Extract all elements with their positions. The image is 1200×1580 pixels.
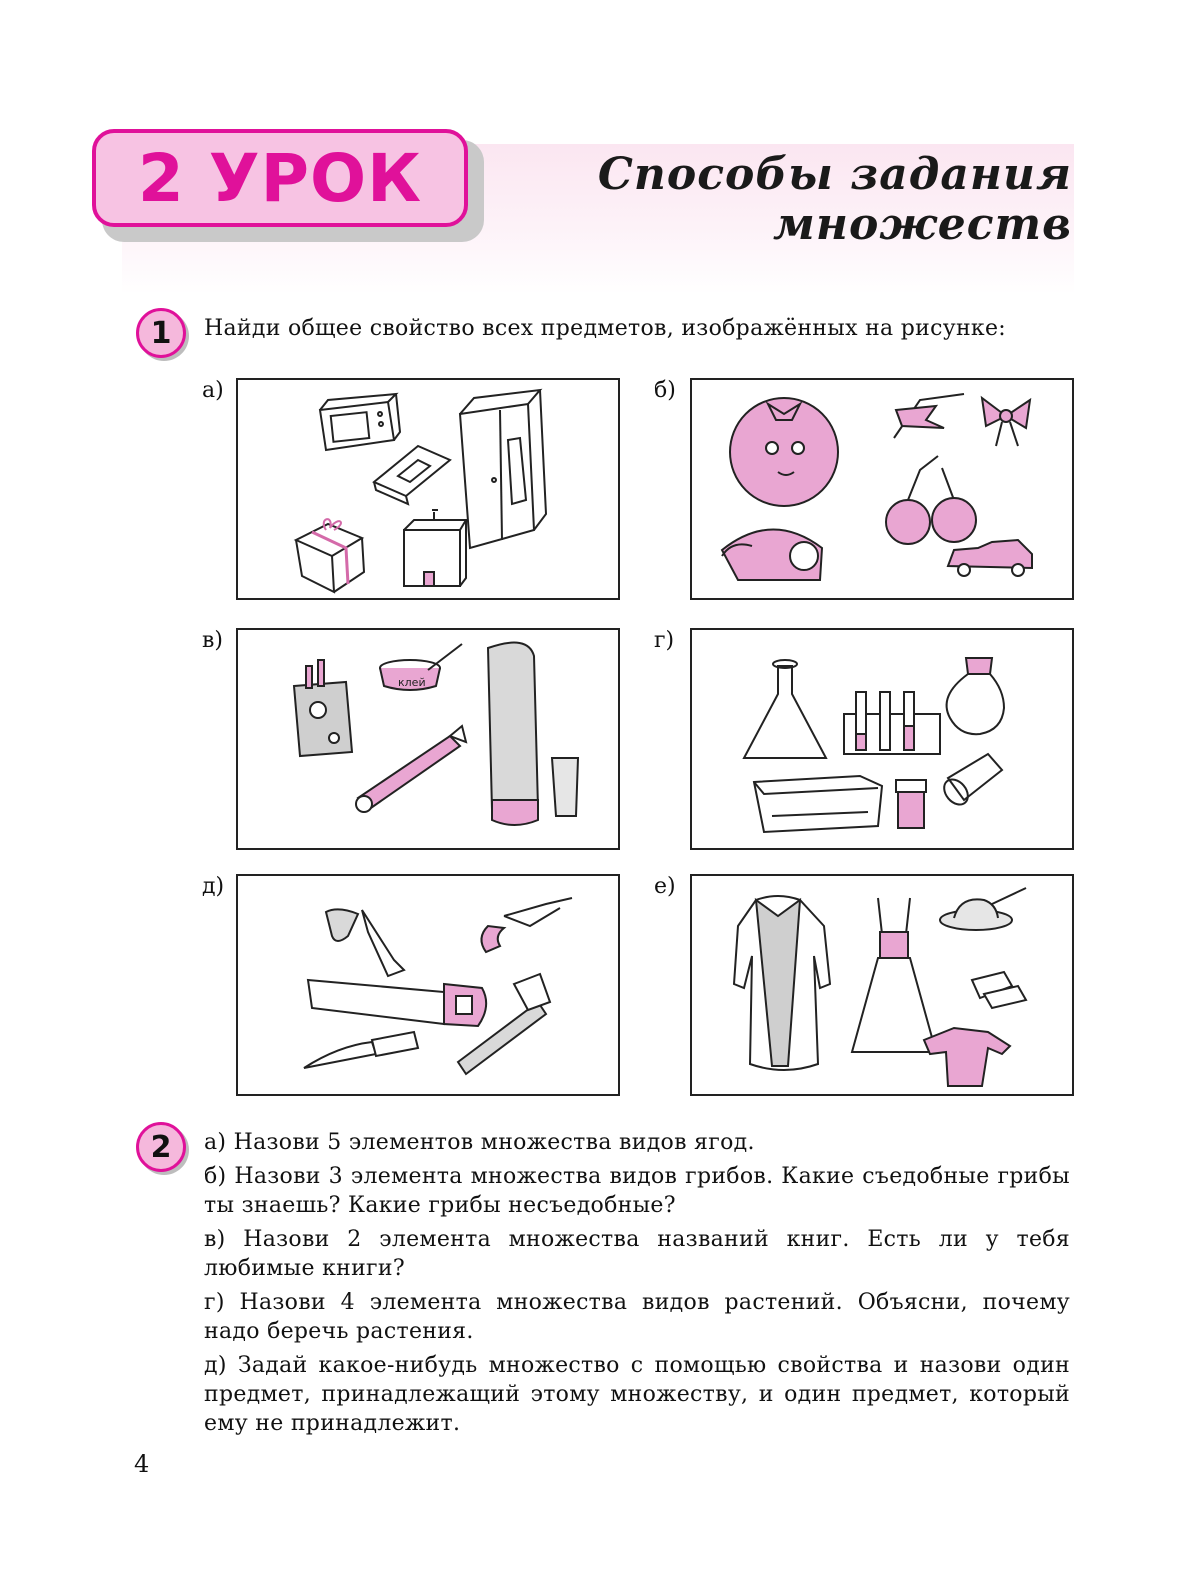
lesson-badge [92,129,468,227]
flask-icon [744,660,826,758]
microwave-icon [320,394,400,450]
paper-roll-icon [488,643,538,825]
gloves-icon [972,972,1026,1008]
task-2-item-b: б) Назови 3 элемента множества видов грибов. Какие съедобные грибы ты знаешь? Какие грибы несъедобные? [204,1164,1070,1218]
task-1-text: Найди общее свойство всех предметов, изображённых на рисунке: [204,316,1007,341]
lesson-badge-text: 2 УРОК [137,139,423,217]
task-2-item-d: д) Задай какое-нибудь множество с помощью свойства и назови один предмет, принадлежащий этому множеству, и один предмет, который ему не принадлежит. [204,1353,1070,1436]
page-title [598,150,1072,250]
glue-label: клей [398,676,426,689]
axe-icon [326,909,404,976]
test-tubes-icon [844,692,940,754]
book-icon [374,446,450,504]
hat-icon [940,888,1026,930]
telephone-icon [722,529,822,580]
picture-frame-v [236,628,620,850]
task-2-number: 2 [136,1122,186,1172]
round-objects-illustration [692,380,1072,598]
picture-frame-g [690,628,1074,850]
clothing-illustration [692,876,1072,1094]
pencil-cup-icon [294,660,352,756]
frame-label-g: г) [654,628,675,653]
pliers-icon [481,898,572,952]
task-2-item-g: г) Назови 4 элемента множества видов растений. Объясни, почему надо беречь растения. [204,1290,1070,1344]
saw-icon [308,980,486,1026]
knife-icon [304,1032,418,1068]
picture-frame-e [690,874,1074,1096]
aquarium-icon [754,776,882,832]
frame-label-d: д) [202,874,225,899]
task-2-item-v: в) Назови 2 элемента множества названий книг. Есть ли у тебя любимые книги? [204,1227,1070,1281]
flag-icon [894,394,964,438]
glass-icon [552,758,578,816]
gift-box-icon [296,519,364,592]
tools-illustration [238,876,618,1094]
glass-cup-icon [939,754,1002,809]
wardrobe-icon [460,390,546,548]
glue-jar-icon [380,644,462,690]
jar-icon [896,780,926,828]
light-bulb-icon [947,658,1004,734]
frame-label-a: а) [202,378,224,403]
fur-coat-icon [734,896,830,1070]
pinafore-dress-icon [852,898,936,1052]
cylindrical-objects-illustration [238,630,618,848]
picture-frame-d [236,874,620,1096]
task-2-item-a: а) Назови 5 элементов множества видов ягод. [204,1130,755,1155]
frame-label-e: е) [654,874,676,899]
task-2-list [204,1128,1070,1443]
cherries-icon [886,456,976,544]
glass-objects-illustration [692,630,1072,848]
household-items-illustration [238,380,618,598]
title-line-1: Способы задания [597,149,1072,200]
page-number: 4 [134,1450,150,1478]
frame-label-b: б) [654,378,676,403]
task-1-number: 1 [136,308,186,358]
car-icon [948,540,1032,576]
frame-label-v: в) [202,628,223,653]
building-icon [404,510,466,586]
picture-frame-b [690,378,1074,600]
title-line-2: множеств [773,199,1072,250]
shirt-icon [924,1028,1010,1086]
tomato-icon [730,398,838,506]
pencil-icon [356,726,466,812]
bow-icon [982,398,1030,446]
picture-frame-a [236,378,620,600]
